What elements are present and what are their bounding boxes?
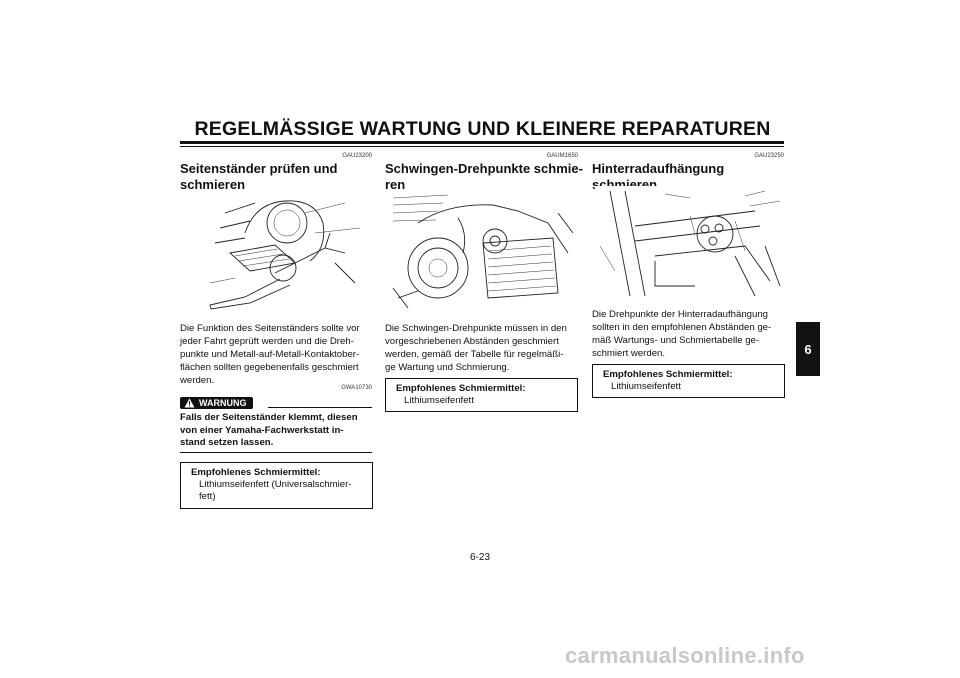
lubricant-box-rear-suspension: Empfohlenes Schmiermittel: Lithiumseifenfett [592,364,785,398]
watermark: carmanualsonline.info [565,643,805,668]
chapter-tab: 6 [796,322,820,376]
header-rule [180,141,784,144]
section-title-swingarm: Schwingen-Drehpunkte schmie- ren [385,161,583,192]
warning-code: GWA10730 [341,385,372,391]
header-rule-thin [180,146,784,147]
rear-suspension-body: Die Drehpunkte der Hinterradaufhängung sollten in den empfohlenen Abständen ge- mäß Wartungs- und Schmiertabelle ge- schmiert werden. [592,309,772,359]
section-code: GAU23250 [754,153,784,159]
swingarm-body: Die Schwingen-Drehpunkte müssen in den vorgeschriebenen Abständen geschmiert werden, gemäß der Tabelle für regelmäßi- ge Wartung und Schmierung. [385,323,567,373]
section-code: GAUM1650 [546,153,578,159]
section-code: GAU23200 [342,153,372,159]
section-title-rear-suspension: Hinterradaufhängung schmieren [592,161,725,192]
page-number: 6-23 [469,552,490,563]
rear-suspension-illustration [595,186,785,304]
warning-badge: WARNUNG [180,395,253,413]
warning-triangle-icon [184,398,195,408]
side-stand-illustration [205,193,365,313]
side-stand-body: Die Funktion des Seitenständers sollte vor jeder Fahrt geprüft werden und die Dreh- punkte und Metall-auf-Metall-Kontaktober- flächen sollten gegebenenfalls geschmiert werden. [180,323,360,386]
lubricant-box-side-stand: Empfohlenes Schmiermittel: Lithiumseifenfett (Universalschmier- fett) [180,462,373,509]
lubricant-box-swingarm: Empfohlenes Schmiermittel: Lithiumseifenfett [385,378,578,412]
warning-rule-bottom [180,452,372,453]
warning-rule [268,407,372,408]
warning-text: Falls der Seitenständer klemmt, diesen von einer Yamaha-Fachwerkstatt in- stand setzen lassen. [180,412,358,448]
section-title-side-stand: Seitenständer prüfen und schmieren [180,161,338,192]
page-title: REGELMÄSSIGE WARTUNG UND KLEINERE REPARATUREN [194,118,771,140]
swingarm-pivot-illustration [388,193,578,315]
